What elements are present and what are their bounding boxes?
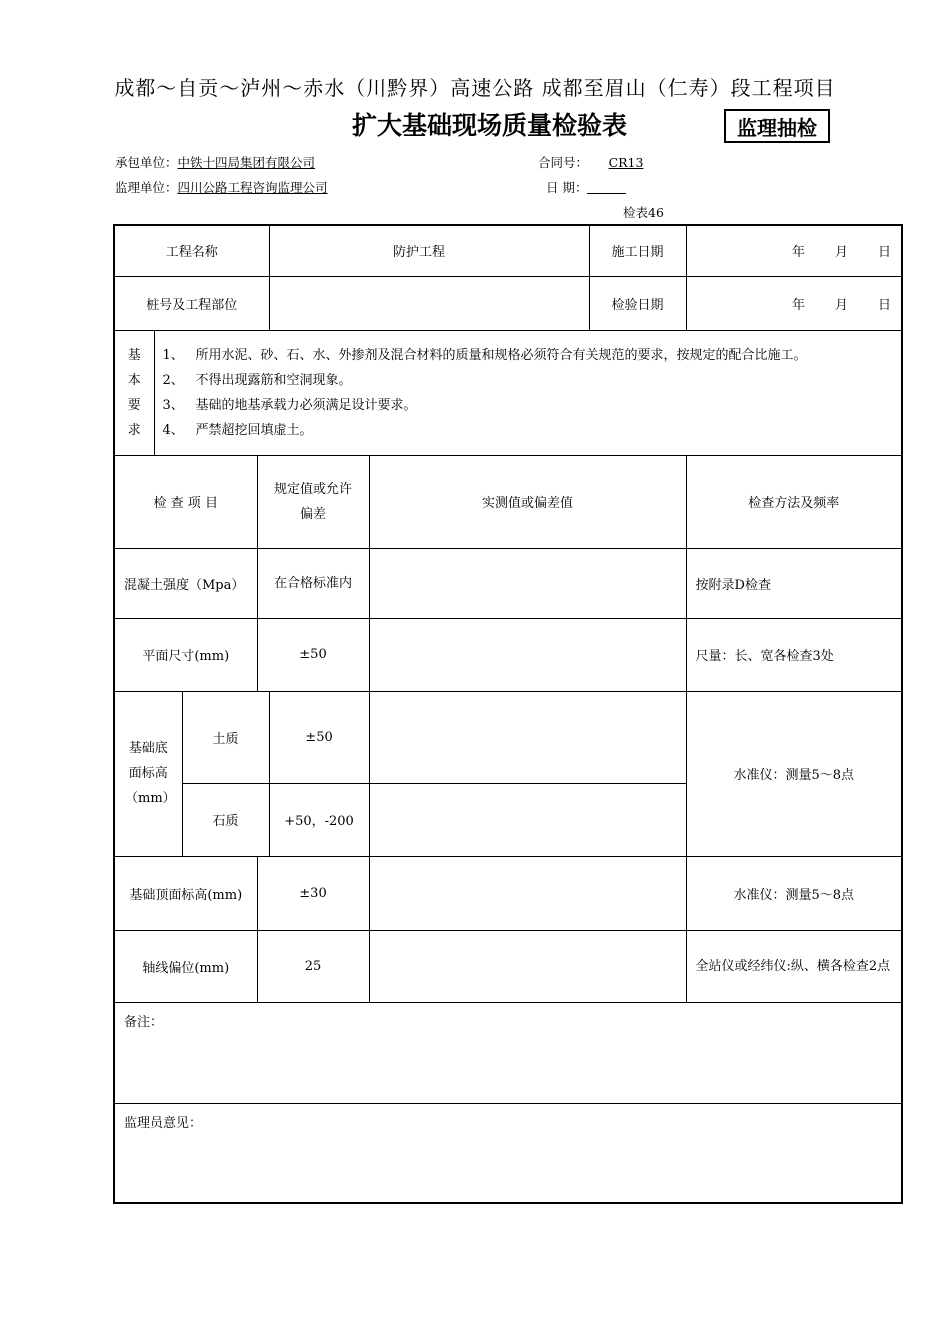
measured-axis[interactable] bbox=[369, 930, 686, 1002]
spec-rock: +50，-200 bbox=[269, 783, 369, 856]
requirements-label bbox=[114, 330, 154, 455]
remarks-row bbox=[114, 1002, 902, 1103]
year-label: 年 bbox=[792, 245, 806, 261]
spec-top-elevation: ±30 bbox=[257, 856, 369, 930]
measured-rock[interactable] bbox=[369, 783, 686, 856]
req-char: 求 bbox=[127, 422, 141, 438]
method-plane: 尺量：长、宽各检查3处 bbox=[686, 618, 902, 691]
header-method: 检查方法及频率 bbox=[686, 455, 902, 548]
measured-soil[interactable] bbox=[369, 691, 686, 783]
supervisor-line bbox=[115, 178, 328, 196]
spec-axis: 25 bbox=[257, 930, 369, 1002]
item-bottom-elevation: 基础底面标高（mm） bbox=[114, 691, 182, 856]
project-name-line bbox=[0, 72, 950, 101]
construction-date-value bbox=[686, 225, 902, 276]
item-concrete: 混凝土强度（Mpa） bbox=[114, 548, 257, 618]
measured-plane[interactable] bbox=[369, 618, 686, 691]
info-row-station bbox=[114, 276, 902, 330]
method-axis: 全站仪或经纬仪:纵、横各检查2点 bbox=[686, 930, 902, 1002]
method-concrete: 按附录D检查 bbox=[686, 548, 902, 618]
item-plane: 平面尺寸(mm) bbox=[114, 618, 257, 691]
header-measured: 实测值或偏差值 bbox=[369, 455, 686, 548]
soil-label: 土质 bbox=[182, 691, 269, 783]
info-row-project bbox=[114, 225, 902, 276]
header-item: 检 查 项 目 bbox=[114, 455, 257, 548]
requirement-item: 2、 不得出现露筋和空洞现象。 bbox=[162, 372, 352, 388]
contractor-label: 承包单位： bbox=[115, 155, 178, 170]
requirement-item: 1、 所用水泥、砂、石、水、外掺剂及混合材料的质量和规格必须符合有关规范的要求，按规定的配合比施工。 bbox=[162, 347, 807, 363]
date-label: 日 期： bbox=[546, 180, 588, 195]
table-row bbox=[114, 691, 902, 783]
inspection-date-value bbox=[686, 276, 902, 330]
measured-concrete[interactable] bbox=[369, 548, 686, 618]
form-title: 扩大基础现场质量检验表 bbox=[352, 111, 628, 140]
opinion-label: 监理员意见： bbox=[124, 1115, 203, 1131]
requirement-item: 3、 基础的地基承载力必须满足设计要求。 bbox=[162, 397, 417, 413]
item-axis: 轴线偏位(mm) bbox=[114, 930, 257, 1002]
supervision-stamp: 监理抽检 bbox=[724, 109, 830, 143]
remarks-cell[interactable] bbox=[114, 1002, 902, 1103]
date-line bbox=[546, 178, 626, 196]
contract-no-line bbox=[538, 153, 664, 171]
item-top-elevation: 基础顶面标高(mm) bbox=[114, 856, 257, 930]
year-label: 年 bbox=[792, 297, 806, 313]
spec-concrete: 在合格标准内 bbox=[257, 548, 369, 618]
day-label: 日 bbox=[878, 297, 892, 313]
form-number: 检表46 bbox=[623, 205, 664, 220]
contractor-value: 中铁十四局集团有限公司 bbox=[177, 155, 316, 170]
table-row bbox=[114, 548, 902, 618]
rock-label: 石质 bbox=[182, 783, 269, 856]
month-label: 月 bbox=[835, 297, 849, 313]
table-row bbox=[114, 930, 902, 1002]
contract-no-label: 合同号： bbox=[538, 155, 589, 170]
req-char: 本 bbox=[127, 372, 141, 388]
opinion-row bbox=[114, 1103, 902, 1203]
spec-plane: ±50 bbox=[257, 618, 369, 691]
date-blank bbox=[587, 179, 626, 194]
req-char: 要 bbox=[127, 397, 141, 413]
project-name-value: 防护工程 bbox=[269, 225, 589, 276]
supervisor-value: 四川公路工程咨询监理公司 bbox=[177, 180, 328, 195]
method-bottom-elevation: 水准仪：测量5～8点 bbox=[686, 691, 902, 856]
inspection-date-label: 检验日期 bbox=[589, 276, 686, 330]
spec-soil: ±50 bbox=[269, 691, 369, 783]
month-label: 月 bbox=[835, 245, 849, 261]
project-name: 成都～自贡～泸州～赤水（川黔界）高速公路 bbox=[114, 76, 535, 100]
construction-date-label: 施工日期 bbox=[589, 225, 686, 276]
requirements-list bbox=[154, 330, 902, 455]
project-section: 成都至眉山（仁寿）段工程项目 bbox=[541, 76, 836, 100]
table-row bbox=[114, 856, 902, 930]
supervisor-label: 监理单位： bbox=[115, 180, 178, 195]
req-char: 基 bbox=[127, 347, 141, 363]
opinion-cell[interactable] bbox=[114, 1103, 902, 1203]
contractor-line bbox=[115, 153, 315, 171]
remarks-label: 备注： bbox=[124, 1014, 164, 1030]
day-label: 日 bbox=[878, 245, 892, 261]
station-label: 桩号及工程部位 bbox=[114, 276, 269, 330]
measured-top-elevation[interactable] bbox=[369, 856, 686, 930]
station-value[interactable] bbox=[269, 276, 589, 330]
requirements-row bbox=[114, 330, 902, 455]
inspection-table bbox=[113, 224, 903, 1204]
header-spec: 规定值或允许偏差 bbox=[257, 455, 369, 548]
table-header-row bbox=[114, 455, 902, 548]
requirement-item: 4、 严禁超挖回填虚土。 bbox=[162, 422, 313, 438]
project-name-label: 工程名称 bbox=[114, 225, 269, 276]
contract-no-value: CR13 bbox=[608, 155, 644, 170]
table-row bbox=[114, 618, 902, 691]
method-top-elevation: 水准仪：测量5～8点 bbox=[686, 856, 902, 930]
